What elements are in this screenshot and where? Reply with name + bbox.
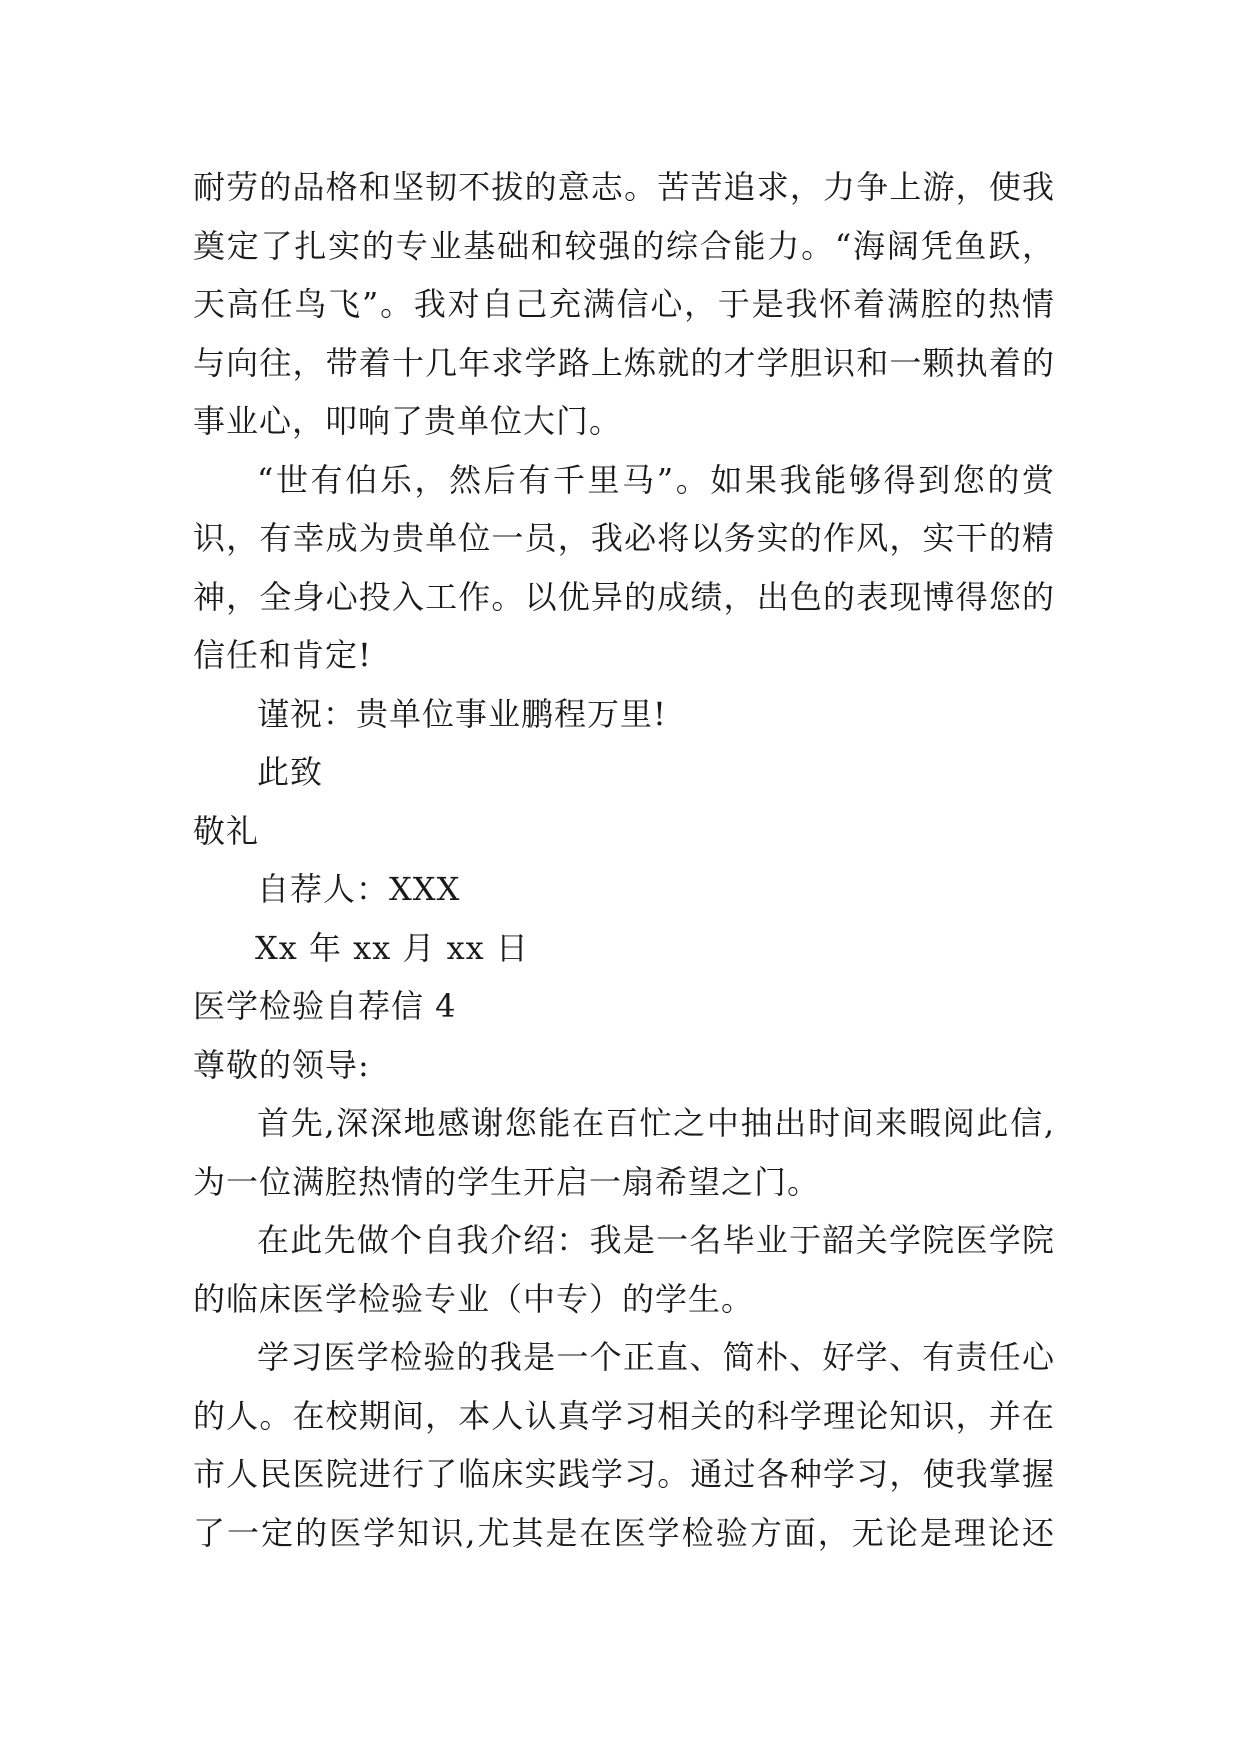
text-line: Xx 年 xx 月 xx 日 [255,928,529,967]
text-line: 学习医学检验的我是一个正直、简朴、好学、有责任心 [257,1338,1055,1376]
text-line: 此致 [257,753,324,791]
text-line: 天高任鸟飞”。我对自己充满信心，于是我怀着满腔的热情 [193,285,1055,323]
text-line: 谨祝：贵单位事业鹏程万里! [257,694,667,733]
text-line: 的临床医学检验专业（中专）的学生。 [193,1279,755,1318]
text-line: 识，有幸成为贵单位一员，我必将以务实的作风，实干的精 [193,519,1055,557]
text-line: 奠定了扎实的专业基础和较强的综合能力。“海阔凭鱼跃， [193,226,1055,265]
text-line: 为一位满腔热情的学生开启一扇希望之门。 [193,1162,821,1201]
text-line: 在此先做个自我介绍：我是一名毕业于韶关学院医学院 [257,1221,1055,1259]
letter-body [193,158,1055,1562]
text-line: 敬礼 [193,811,260,850]
text-line: 事业心，叩响了贵单位大门。 [193,402,623,440]
text-line: 了一定的医学知识,尤其是在医学检验方面，无论是理论还 [193,1513,1055,1552]
text-line: 耐劳的品格和坚韧不拔的意志。苦苦追求，力争上游，使我 [193,168,1055,206]
text-line: 信任和肯定! [193,636,372,674]
text-line: 与向往，带着十几年求学路上炼就的才学胆识和一颗执着的 [193,343,1055,382]
text-line: 市人民医院进行了临床实践学习。通过各种学习，使我掌握 [193,1455,1055,1493]
text-line: 的人。在校期间，本人认真学习相关的科学理论知识，并在 [193,1396,1055,1435]
text-line: 自荐人：XXX [257,870,461,908]
text-line: 医学检验自荐信 4 [193,987,457,1025]
text-line: 首先,深深地感谢您能在百忙之中抽出时间来暇阅此信, [257,1104,1055,1142]
text-line: “世有伯乐，然后有千里马”。如果我能够得到您的赏 [257,460,1055,499]
text-line: 尊敬的领导: [193,1045,370,1084]
text-line: 神，全身心投入工作。以优异的成绩，出色的表现博得您的 [193,577,1055,616]
